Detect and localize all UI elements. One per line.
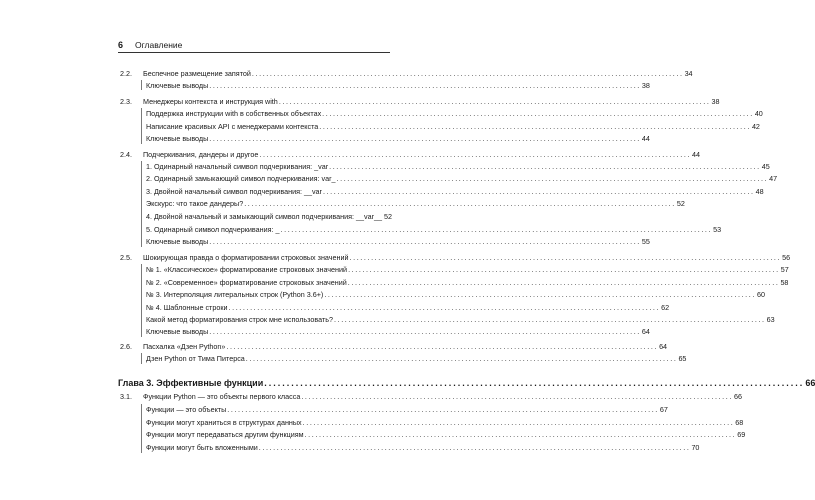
toc-entry-title: Шокирующая правда о форматировании строковых значений xyxy=(143,253,349,262)
toc-leader-dots: ........................................................................................................................ xyxy=(258,443,691,452)
toc-leader-dots: ........................................................................................................................ xyxy=(349,253,782,262)
toc-entry-row xyxy=(120,149,701,160)
toc-entry-title: Дзен Python от Тима Питерса xyxy=(146,354,245,363)
toc-entry-title: Функции могут передаваться другим функциям xyxy=(146,430,304,439)
toc-leader-dots: ........................................................................................................................ xyxy=(322,109,754,118)
toc-entry-row xyxy=(146,224,722,235)
toc-entry-title: Функции Python — это объекты первого класса xyxy=(143,392,301,401)
toc-page-number: 52 xyxy=(676,199,685,208)
toc-leader-dots: ........................................................................................................................ xyxy=(336,174,769,183)
toc-section-number: 2.5. xyxy=(120,253,132,262)
toc-entry-title: Ключевые выводы xyxy=(146,327,209,336)
toc-entry-title: Беспечное размещение запятой xyxy=(143,69,251,78)
toc-entry-title: № 4. Шаблонные строки xyxy=(146,303,228,312)
toc-leader-dots: ........................................................................................................................ xyxy=(244,199,676,208)
toc-leader-dots: ........................................................................................................................ xyxy=(329,162,761,171)
toc-entry-title: № 3. Интерполяция литеральных строк (Python 3.6+) xyxy=(146,290,324,299)
toc-page-number: 65 xyxy=(678,354,687,363)
toc-section-number: 3.1. xyxy=(120,392,132,401)
toc-leader-dots: ........................................................................................................................ xyxy=(322,187,755,196)
toc-leader-dots: ........................................................................................................................ xyxy=(251,69,684,78)
section-group-bar xyxy=(141,80,142,90)
toc-page-number: 57 xyxy=(780,265,789,274)
toc-entry-title: 5. Одинарный символ подчеркивания: _ xyxy=(146,225,280,234)
toc-page-number: 42 xyxy=(751,122,760,131)
toc-page-number: 66 xyxy=(805,378,815,388)
toc-entry-title: Ключевые выводы xyxy=(146,134,209,143)
toc-entry-row xyxy=(146,289,765,300)
toc-entry-row xyxy=(120,252,791,263)
toc-entry-title: Пасхалка «Дзен Python» xyxy=(143,342,226,351)
toc-leader-dots: ........................................................................................................................ xyxy=(280,225,713,234)
toc-section-number: 2.4. xyxy=(120,150,132,159)
toc-entry-row xyxy=(146,277,789,288)
section-group-bar xyxy=(141,353,142,364)
toc-entry-row xyxy=(146,80,650,91)
toc-page-number: 47 xyxy=(769,174,778,183)
toc-leader-dots: ........................................................................................................................ xyxy=(209,327,641,336)
toc-entry-title: Какой метод форматирования строк мне использовать? xyxy=(146,315,333,324)
toc-section-number: 2.6. xyxy=(120,342,132,351)
toc-leader-dots: ........................................................................................................................ xyxy=(334,315,766,324)
toc-page-number: 64 xyxy=(641,327,650,336)
toc-page-number: 60 xyxy=(756,290,765,299)
page-number: 6 xyxy=(118,40,124,50)
toc-leader-dots: ........................................................................................................................ xyxy=(301,392,733,401)
toc-entry-title: № 1. «Классическое» форматирование строковых значений xyxy=(146,265,348,274)
toc-entry-row xyxy=(146,353,687,364)
toc-page-number: 38 xyxy=(641,81,650,90)
toc-entry-row xyxy=(146,404,668,415)
toc-page-number: 64 xyxy=(659,342,668,351)
toc-entry-title: 4. Двойной начальный и замыкающий символ подчеркивания: __var__ xyxy=(146,212,382,221)
toc-leader-dots: ........................................................................................................................ xyxy=(278,97,711,106)
toc-entry-row xyxy=(146,236,650,247)
toc-entry-title: Подчеркивания, дандеры и другое xyxy=(143,150,259,159)
toc-entry-title: № 2. «Современное» форматирование строковых значений xyxy=(146,278,347,287)
toc-entry-row xyxy=(120,391,742,402)
toc-entry-row xyxy=(146,429,746,440)
toc-entry-title: 1. Одинарный начальный символ подчеркивания: _var xyxy=(146,162,329,171)
toc-entry-title: Ключевые выводы xyxy=(146,81,209,90)
toc-page-number: 68 xyxy=(735,418,744,427)
toc-leader-dots: ........................................................................................................................ xyxy=(227,405,659,414)
toc-entry-row xyxy=(146,417,744,428)
toc-leader-dots: ........................................................................................................................ xyxy=(259,150,692,159)
toc-page-number: 66 xyxy=(733,392,742,401)
toc-entry-title: Глава 3. Эффективные функции xyxy=(118,378,264,388)
toc-leader-dots: ........................................................................................................................ xyxy=(347,278,780,287)
toc-page-number: 70 xyxy=(691,443,700,452)
toc-entry-row xyxy=(146,108,763,119)
toc-entry-row xyxy=(146,173,778,184)
toc-entry-title: 3. Двойной начальный символ подчеркивания: __var xyxy=(146,187,322,196)
toc-page-number: 48 xyxy=(755,187,764,196)
toc-entry-row xyxy=(146,161,770,172)
toc-entry-row xyxy=(120,68,693,79)
toc-leader-dots: ........................................................................................................................ xyxy=(209,237,641,246)
toc-leader-dots: ........................................................................................................................ xyxy=(228,303,661,312)
section-group-bar xyxy=(141,404,142,453)
toc-page-number: 67 xyxy=(659,405,668,414)
header-title: Оглавление xyxy=(135,40,183,50)
section-group-bar xyxy=(141,264,142,337)
toc-entry-row xyxy=(146,314,775,325)
toc-page-number: 63 xyxy=(766,315,775,324)
toc-page-number: 40 xyxy=(754,109,763,118)
toc-entry-title: Функции могут быть вложенными xyxy=(146,443,258,452)
toc-page-number: 53 xyxy=(713,225,722,234)
toc-page-number: 44 xyxy=(641,134,650,143)
toc-entry-row xyxy=(146,264,789,275)
toc-entry-title: Ключевые выводы xyxy=(146,237,209,246)
toc-page-number: 38 xyxy=(711,97,720,106)
toc-entry-row xyxy=(146,302,670,313)
toc-leader-dots: ........................................................................................................................ xyxy=(226,342,659,351)
toc-page-number: 44 xyxy=(692,150,701,159)
toc-page-number: 58 xyxy=(780,278,789,287)
toc-section-number: 2.3. xyxy=(120,97,132,106)
toc-entry-row xyxy=(146,198,685,209)
toc-page-number: 45 xyxy=(761,162,770,171)
toc-entry-row xyxy=(146,442,700,453)
toc-entry-title: 2. Одинарный замыкающий символ подчеркивания: var_ xyxy=(146,174,336,183)
toc-entry-row xyxy=(146,186,764,197)
toc-entry-title: Менеджеры контекста и инструкция with xyxy=(143,97,278,106)
toc-leader-dots: ........................................................................................................................ xyxy=(304,430,737,439)
toc-leader-dots: ........................................................................................................................ xyxy=(348,265,780,274)
toc-page-number: 62 xyxy=(661,303,670,312)
toc-leader-dots: ........................................................................................................................ xyxy=(209,81,641,90)
toc-entry-title: Функции могут храниться в структурах данных xyxy=(146,418,302,427)
toc-entry-row xyxy=(120,341,668,352)
toc-page-number: 34 xyxy=(684,69,693,78)
toc-leader-dots: ........................................................................................................................ xyxy=(302,418,735,427)
section-group-bar xyxy=(141,108,142,144)
toc-page-number: 52 xyxy=(384,212,392,221)
toc-leader-dots: ........................................................................................................................ xyxy=(245,354,678,363)
toc-entry-title: Написание красивых API с менеджерами контекста xyxy=(146,122,319,131)
toc-entry-row xyxy=(120,96,720,107)
toc-page-number: 56 xyxy=(782,253,791,262)
toc-page-number: 55 xyxy=(641,237,650,246)
section-group-bar xyxy=(141,161,142,247)
toc-leader-dots: ........................................................................................................................ xyxy=(209,134,641,143)
toc-leader-dots: ........................................................................................................................ xyxy=(264,378,805,388)
toc-entry-title: Поддержка инструкции with в собственных объектах xyxy=(146,109,322,118)
toc-entry-row xyxy=(146,211,390,222)
toc-leader-dots: ........................................................................................................................ xyxy=(324,290,756,299)
toc-chapter-row xyxy=(118,376,815,390)
toc-page-number: 69 xyxy=(737,430,746,439)
toc-entry-row xyxy=(146,133,650,144)
toc-entry-title: Функции — это объекты xyxy=(146,405,227,414)
toc-entry-row xyxy=(146,121,760,132)
toc-section-number: 2.2. xyxy=(120,69,132,78)
toc-entry-row xyxy=(146,326,650,337)
toc-entry-title: Экскурс: что такое дандеры? xyxy=(146,199,244,208)
toc-leader-dots: ........................................................................................................................ xyxy=(319,122,751,131)
